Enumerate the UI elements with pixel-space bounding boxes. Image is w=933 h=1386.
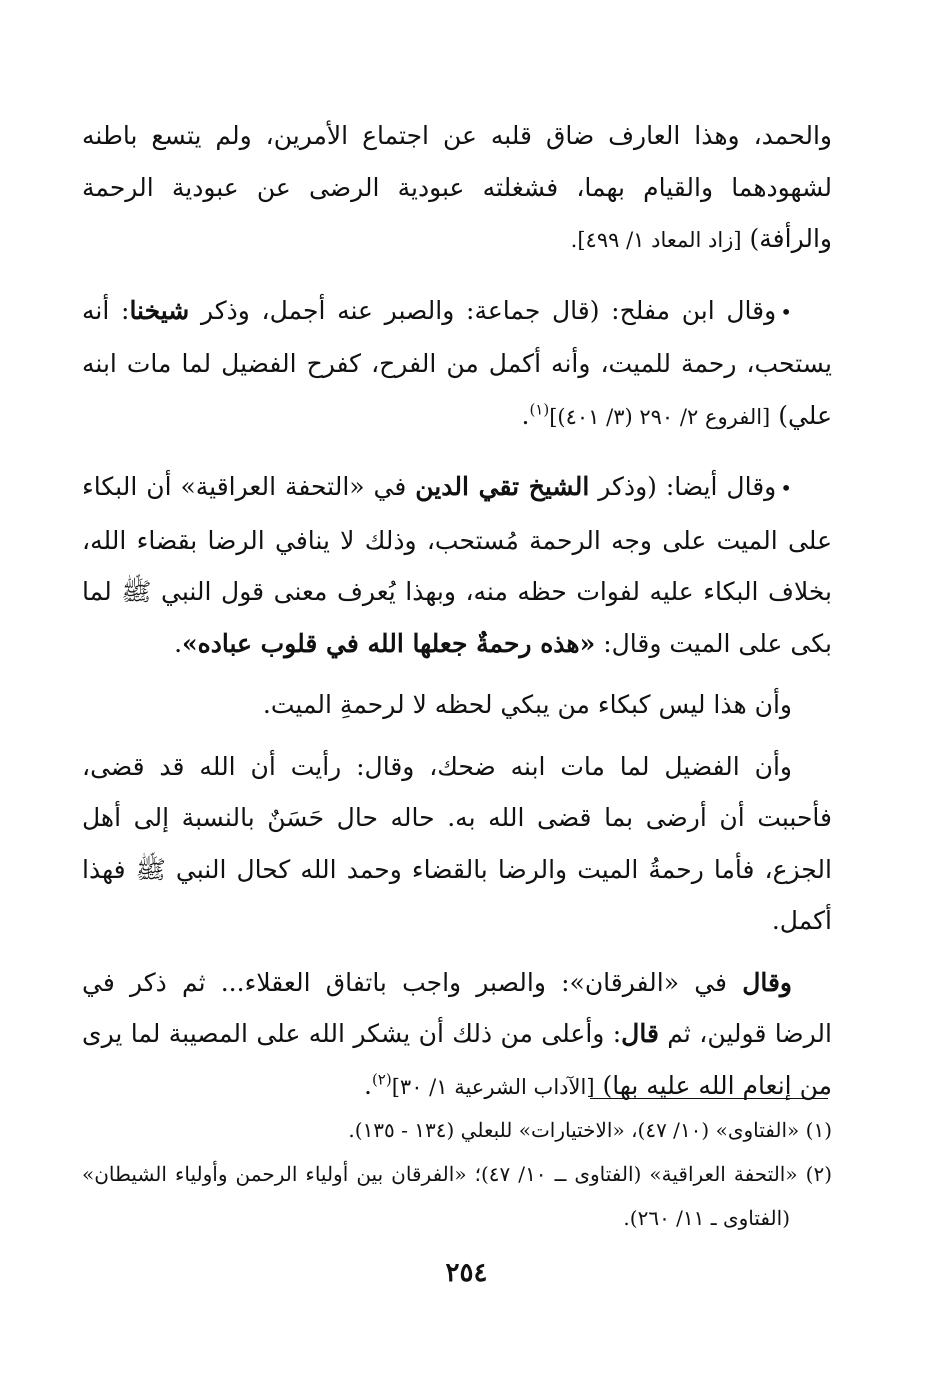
citation: [الفروع ٢/ ٢٩٠ (٣/ ٤٠١)] xyxy=(549,404,771,429)
paragraph-2 xyxy=(82,285,832,444)
page-number: ٢٥٤ xyxy=(445,1258,488,1288)
main-text xyxy=(82,110,832,1113)
paragraph-text: وأن هذا ليس كبكاء من يبكي لحظه لا لرحمةِ الميت. xyxy=(262,690,792,719)
paragraph-4 xyxy=(82,679,832,731)
paragraph-3 xyxy=(82,461,832,669)
bold-term: الشيخ تقي الدين xyxy=(415,472,590,501)
bold-term: قال xyxy=(621,1019,659,1048)
punctuation: . xyxy=(174,628,183,658)
paragraph-text: : أنه يستحب، رحمة للميت، وأنه أكمل من الفرح، كفرح الفضيل لما مات ابنه علي) xyxy=(82,295,832,430)
footnote-marker: (١) xyxy=(529,400,550,419)
citation: [الآداب الشرعية ١/ ٣٠] xyxy=(391,1074,595,1099)
footnote-text: «التحفة العراقية» (الفتاوى ــ ١٠/ ٤٧)؛ «الفرقان بين أولياء الرحمن وأولياء الشيطان» (الفتاوى ـ ١١/ ٢٦٠). xyxy=(82,1162,798,1230)
paragraph-1 xyxy=(82,110,832,267)
punctuation: . xyxy=(521,400,530,430)
punctuation: . xyxy=(363,1070,372,1100)
citation: [زاد المعاد ١/ ٤٩٩]. xyxy=(570,228,742,252)
paragraph-text: في «الفرقان»: والصبر واجب باتفاق العقلاء... ثم ذكر في الرضا قولين، ثم xyxy=(82,967,832,1048)
hadith-quote: «هذه رحمةٌ جعلها الله في قلوب عباده» xyxy=(182,628,596,658)
bullet-icon: • xyxy=(780,299,792,324)
footnote-1 xyxy=(82,1108,832,1152)
footnote-number: (١) xyxy=(805,1118,832,1142)
paragraph-text: والحمد، وهذا العارف ضاق قلبه عن اجتماع الأمرين، ولم يتسع باطنه لشهودهما والقيام بهما، فشغلته عبودية الرضى عن عبودية الرحمة والرأفة) xyxy=(82,121,832,253)
bold-term: وقال xyxy=(742,967,793,997)
paragraph-6 xyxy=(82,957,832,1114)
bold-term: شيخنا xyxy=(129,295,190,325)
footnotes xyxy=(82,1108,832,1240)
footnote-2 xyxy=(82,1152,832,1240)
footnote-marker: (٢) xyxy=(371,1070,392,1089)
footnote-number: (٢) xyxy=(805,1162,833,1186)
paragraph-text: وأن الفضيل لما مات ابنه ضحك، وقال: رأيت أن الله قد قضى، فأحببت أن أرضى بما قضى الله به. حاله حال حَسَنٌ بالنسبة إلى أهل الجزع، فأما رحمةُ الميت والرضا بالقضاء وحمد الله كحال النبي ﷺ فهذا أكمل. xyxy=(82,751,832,935)
footnote-text: «الفتاوى» (١٠/ ٤٧)، «الاختيارات» للبعلي (١٣٤ - ١٣٥). xyxy=(348,1118,800,1142)
paragraph-text: وقال أيضا: (وذكر xyxy=(598,472,777,501)
paragraph-text: في «التحفة العراقية» أن البكاء على الميت على وجه الرحمة مُستحب، وذلك لا ينافي الرضا بقضاء الله، بخلاف البكاء عليه لفوات حظه منه، وبهذا يُعرف معنى قول النبي ﷺ لما بكى على الميت وقال: xyxy=(82,472,832,658)
footnote-separator xyxy=(590,1098,828,1099)
paragraph-text: : وأعلى من ذلك أن يشكر الله على المصيبة لما يرى من إنعام الله عليه بها) xyxy=(82,1019,832,1100)
bullet-icon: • xyxy=(780,476,793,500)
paragraph-text: وقال ابن مفلح: (قال جماعة: والصبر عنه أجمل، وذكر xyxy=(200,295,777,325)
paragraph-5 xyxy=(82,741,832,947)
